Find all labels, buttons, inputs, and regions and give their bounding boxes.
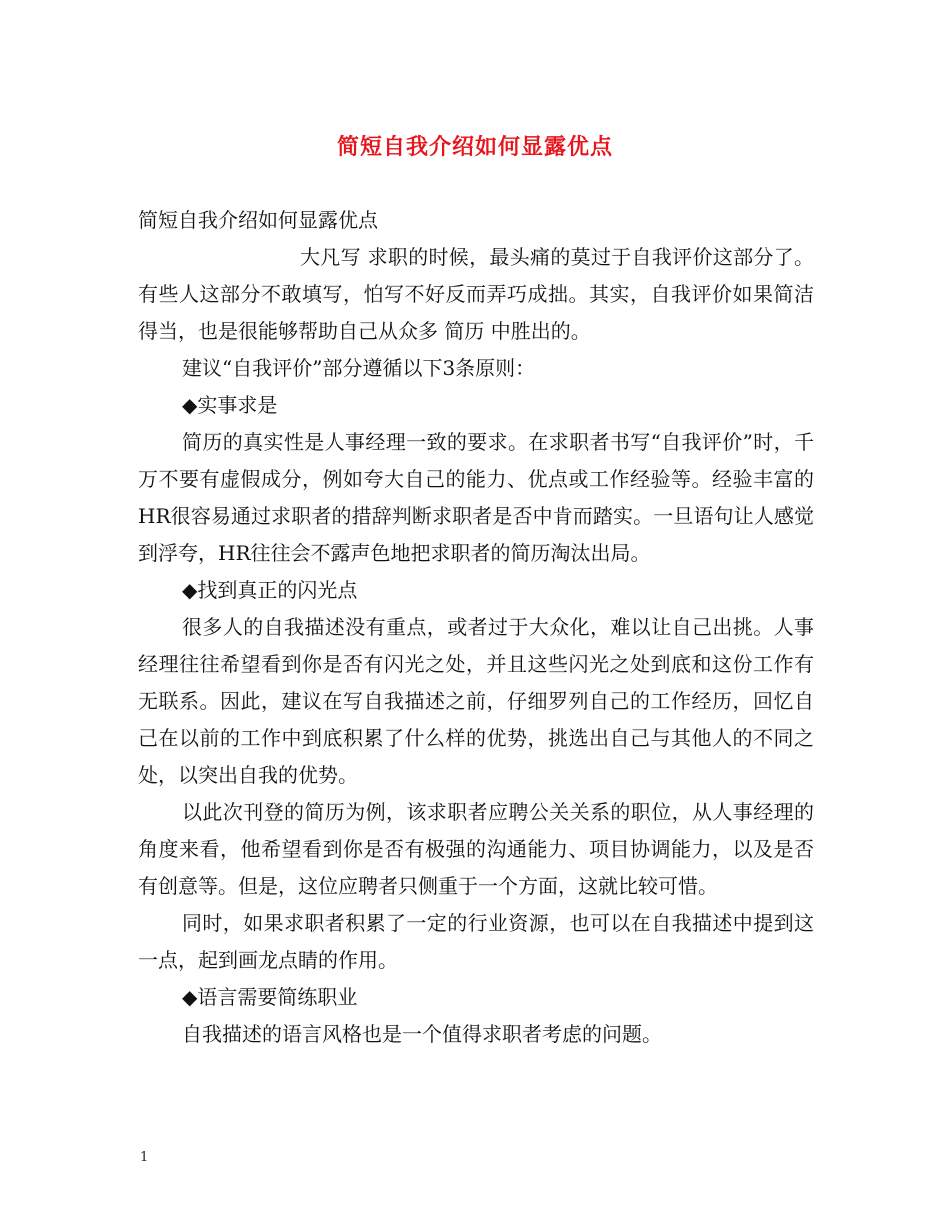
paragraph-language: 自我描述的语言风格也是一个值得求职者考虑的问题。 [182,1022,662,1046]
paragraph-principles: 建议“自我评价”部分遵循以下3条原则： [182,356,536,380]
paragraph-truthful: 简历的真实性是人事经理一致的要求。在求职者书写“自我评价”时，千万不要有虚假成分，例如夸大自己的能力、优点或工作经验等。经验丰富的HR很容易通过求职者的措辞判断求职者是否中肯而踏实。一旦语句让人感觉到浮夸，HR往往会不露声色地把求职者的简历淘汰出局。 [138,430,814,565]
paragraph-highlight: 很多人的自我描述没有重点，或者过于大众化，难以让自己出挑。人事经理往往希望看到你是否有闪光之处，并且这些闪光之处到底和这份工作有无联系。因此，建议在写自我描述之前，仔细罗列自己的工作经历，回忆自己在以前的工作中到底积累了什么样的优势，挑选出自己与其他人的不同之处，以突出自我的优势。 [138,615,814,787]
document-title: 简短自我介绍如何显露优点 [336,135,613,160]
paragraph-intro: 大凡写 求职的时候，最头痛的莫过于自我评价这部分了。有些人这部分不敢填写，怕写不好反而弄巧成拙。其实，自我评价如果简洁得当，也是很能够帮助自己从众多 简历 中胜出的。 [138,245,814,343]
paragraph-example: 以此次刊登的简历为例，该求职者应聘公关关系的职位，从人事经理的角度来看，他希望看到你是否有极强的沟通能力、项目协调能力，以及是否有创意等。但是，这位应聘者只侧重于一个方面，这就比较可惜。 [138,800,814,898]
section-heading-highlight: ◆找到真正的闪光点 [182,578,358,602]
section-heading-language: ◆语言需要简练职业 [182,985,358,1009]
document-body [138,202,814,1053]
paragraph-heading: 简短自我介绍如何显露优点 [138,208,378,232]
paragraph-resources: 同时，如果求职者积累了一定的行业资源，也可以在自我描述中提到这一点，起到画龙点睛的作用。 [138,911,814,972]
section-heading-truthful: ◆实事求是 [182,393,278,417]
page-number: 1 [140,1150,149,1165]
